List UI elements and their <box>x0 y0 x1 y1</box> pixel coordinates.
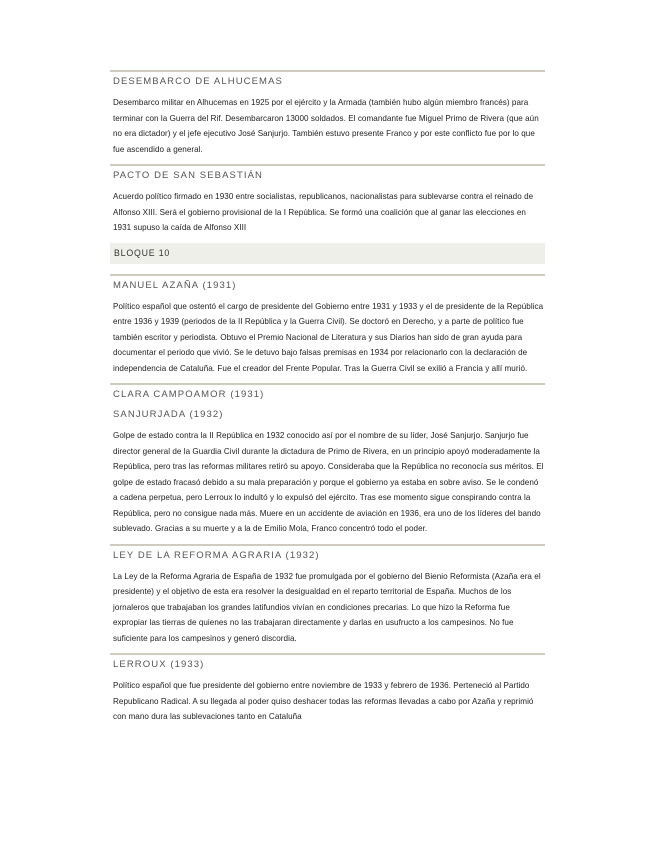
section-heading: SANJURJADA (1932) <box>113 409 224 420</box>
section-clara-campoamor <box>110 383 545 402</box>
section-heading: CLARA CAMPOAMOR (1931) <box>113 389 265 400</box>
section-sanjurjada <box>110 408 545 537</box>
section-body: Acuerdo político firmado en 1930 entre socialistas, republicanos, nacionalistas para sublevarse contra el reinado de Alfonso XIII. Será el gobierno provisional de la I República. Se formó una coalición que al ganar las elecciones en 1931 supuso la caída de Alfonso XIII <box>113 192 534 232</box>
section-heading: PACTO DE SAN SEBASTIÁN <box>113 170 264 181</box>
section-body: Golpe de estado contra la II República en 1932 conocido así por el nombre de su líder, José Sanjurjo. Sanjurjo fue director general de la Guardia Civil durante la dictadura de Primo de Rivera, en un principio apoyó moderadamente la República, pero tras las reformas militares retiró su apoyo. Consideraba que la República no reconocía sus méritos. El golpe de estado fracasó debido a su mala preparación y porque el gobierno ya estaba en sobre aviso. Se le condenó a cadena perpetua, pero Lerroux lo indultó y lo expulsó del ejército. Tras ese momento sigue conspirando contra la República, pero no consigue nada más. Muere en un accidente de aviación en 1936, era uno de los líderes del bando sublevado. Gracias a su muerte y a la de Emilio Mola, Franco concentró todo el poder. <box>113 431 544 533</box>
section-lerroux <box>110 653 545 725</box>
section-body: Político español que fue presidente del gobierno entre noviembre de 1933 y febrero de 1936. Perteneció al Partido Republicano Radical. A su llegada al poder quiso deshacer todas las reformas llevadas a cabo por Azaña y reprimió con mano dura las sublevaciones tanto en Cataluña <box>113 681 534 721</box>
section-desembarco-alhucemas <box>110 70 545 157</box>
section-heading: LERROUX (1933) <box>113 659 205 670</box>
section-heading: DESEMBARCO DE ALHUCEMAS <box>113 76 283 87</box>
document-page <box>110 70 545 732</box>
section-body: Desembarco militar en Alhucemas en 1925 por el ejército y la Armada (también hubo algún miembro francés) para terminar con la Guerra del Rif. Desembarcaron 13000 soldados. El comandante fue Miguel Primo de Rivera (que aún no era dictador) y el jefe ejecutivo José Sanjurjo. También estuvo presente Franco y por este conflicto fue por lo que fue ascendido a general. <box>113 98 539 154</box>
section-body: La Ley de la Reforma Agraria de España de 1932 fue promulgada por el gobierno del Bienio Reformista (Azaña era el presidente) y el objetivo de esta era resolver la desigualdad en el reparto territorial de España. Muchos de los jornaleros que trabajaban los grandes latifundios vivían en condiciones precarias. Lo que hizo la Reforma fue expropiar las tierras de quienes no las trabajaran directamente y darlas en usufructo a los campesinos. No fue suficiente para los campesinos y generó discordia. <box>113 571 541 643</box>
section-pacto-san-sebastian <box>110 164 545 236</box>
section-heading: MANUEL AZAÑA (1931) <box>113 279 237 291</box>
section-body: Político español que ostentó el cargo de presidente del Gobierno entre 1931 y 1933 y el de presidente de la República entre 1936 y 1939 (periodos de la II República y la Guerra Civil). Se doctoró en Derecho, y a parte de político fue también escritor y periodista. Obtuvo el Premio Nacional de Literatura y sus Diarios han sido de gran ayuda para documentar el periodo que vivió. Se le detuvo bajo falsas premisas en 1934 por relacionarlo con la declaración de independencia de Cataluña. Fue el creador del Frente Popular. Tras la Guerra Civil se exilió a Francia y allí murió. <box>113 301 544 373</box>
section-manuel-azana <box>110 274 545 377</box>
section-reforma-agraria <box>110 544 545 647</box>
block-label-bar: BLOQUE 10 <box>110 243 545 264</box>
section-heading: LEY DE LA REFORMA AGRARIA (1932) <box>113 549 320 561</box>
